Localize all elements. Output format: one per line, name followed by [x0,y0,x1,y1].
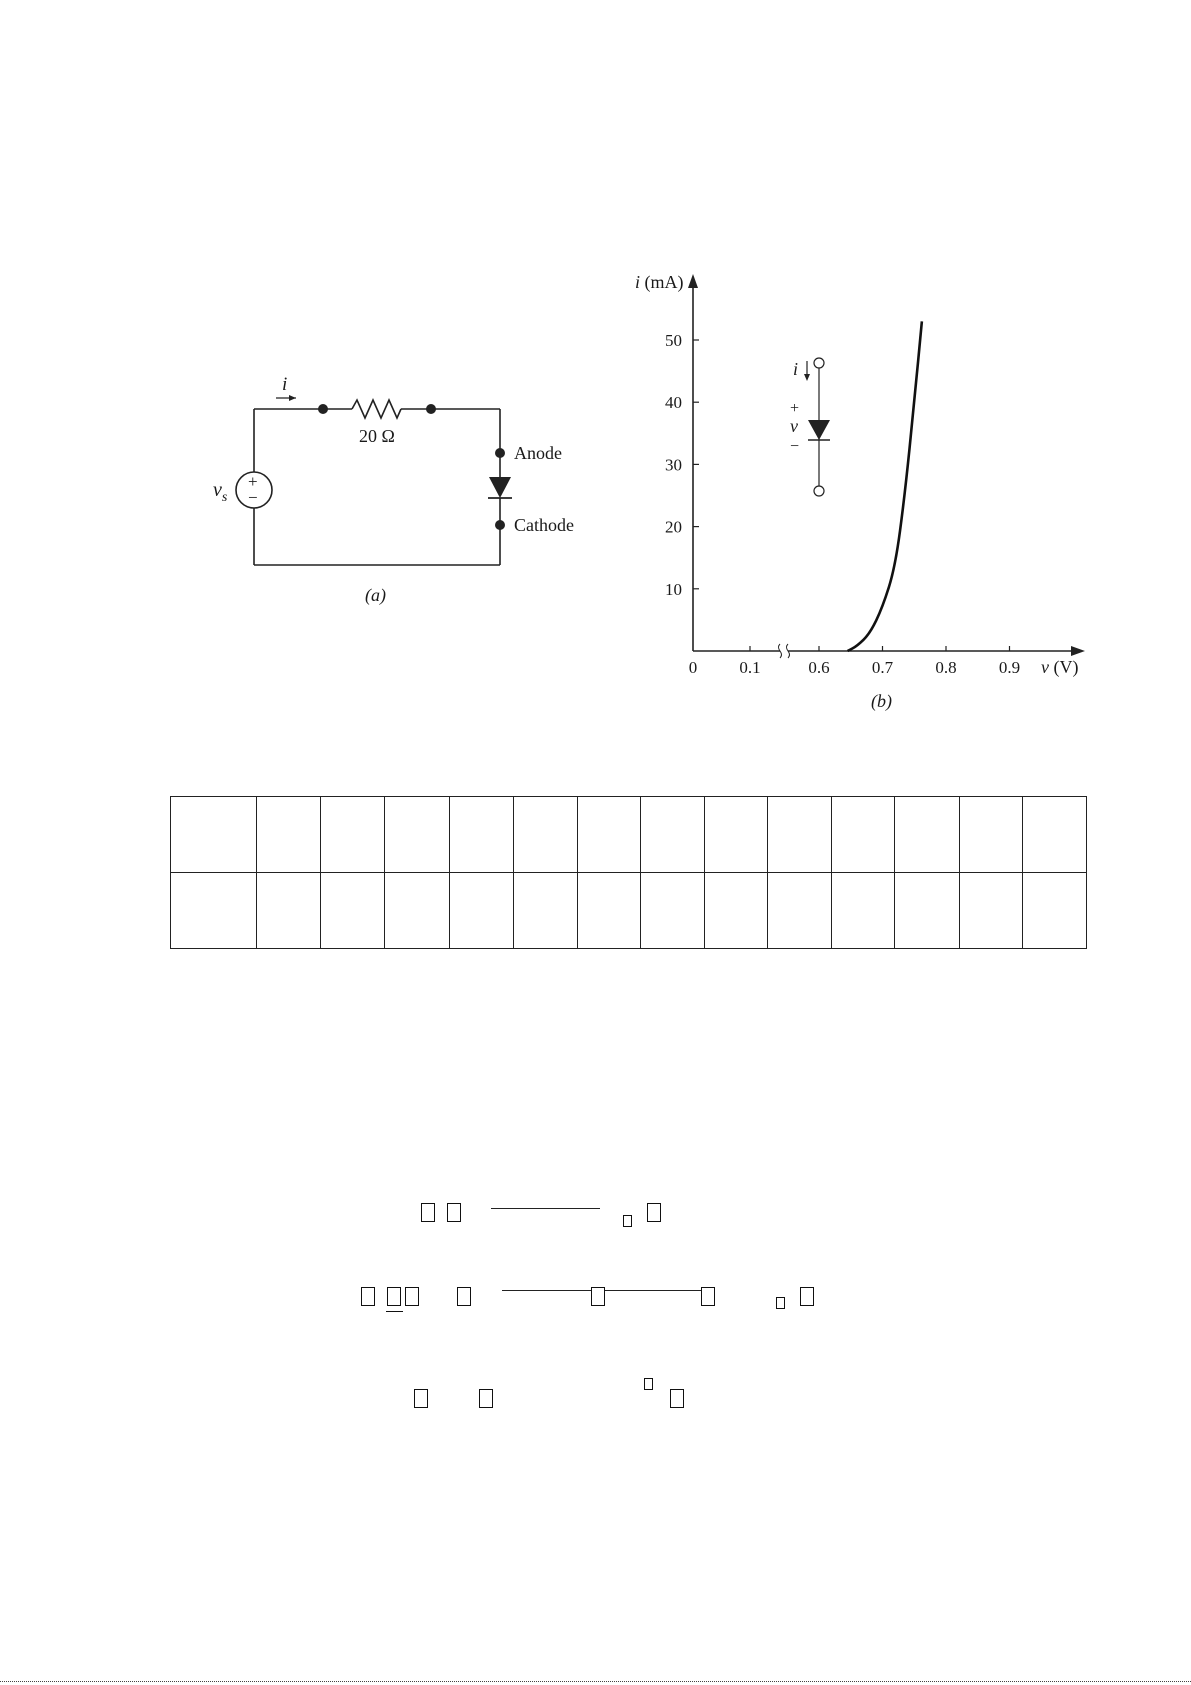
table-row [171,873,1087,949]
table-cell [257,873,321,949]
table-cell [705,873,768,949]
source-plus: + [248,472,258,491]
glyph-placeholder [457,1287,471,1306]
inset-diode [790,358,830,496]
resistor [352,400,401,418]
y-tick-label: 10 [665,579,682,599]
y-tick-label: 50 [665,331,682,350]
diode-iv-chart [620,265,1090,720]
inset-terminal [814,358,824,368]
page-bottom-rule [0,1681,1191,1682]
table-cell [171,797,257,873]
table-cell [449,797,513,873]
table-cell [1022,797,1086,873]
data-table [170,796,1087,949]
glyph-placeholder [414,1389,428,1408]
table-cell [449,873,513,949]
table-cell [640,797,704,873]
table-cell [705,797,768,873]
glyph-placeholder [361,1287,375,1306]
fraction-bar [491,1208,600,1209]
glyph-placeholder [387,1287,401,1306]
table-cell [768,797,832,873]
table-cell [385,873,449,949]
inset-current-label: i [793,359,799,379]
table-cell [321,873,385,949]
glyph-placeholder [776,1297,785,1309]
table-cell [321,797,385,873]
table-cell [577,873,640,949]
figure-caption-b: (b) [871,691,892,711]
y-tick-label: 40 [665,393,682,413]
x-tick-label: 0.1 [739,658,761,677]
source-label: $v_s$ [213,479,228,505]
resistor-label: 20 Ω [359,426,395,446]
inset-minus: − [790,438,800,455]
glyph-placeholder [405,1287,419,1306]
diode-symbol [489,477,511,498]
table-cell [1022,873,1086,949]
x-tick-label: 0 [688,658,698,677]
glyph-placeholder [644,1378,653,1390]
table-cell [895,797,959,873]
x-tick-label: 0.8 [935,658,957,677]
table-cell [385,797,449,873]
axis-break [779,644,790,658]
glyph-placeholder [800,1287,814,1306]
glyph-placeholder [421,1203,435,1222]
y-tick-label: 30 [665,455,682,475]
circuit-diagram [200,360,600,620]
table-cell [959,873,1022,949]
figure-caption-a: (a) [365,585,386,605]
table-cell [640,873,704,949]
cathode-dot [495,520,505,530]
x-axis-arrow [1071,646,1085,656]
glyph-placeholder [447,1203,461,1222]
node-dot [318,404,328,414]
inset-terminal [814,486,824,496]
source-minus: − [248,488,258,507]
current-label: i [282,374,288,395]
table-cell [257,797,321,873]
x-axis-label: v (V) [1041,657,1079,677]
table-row [171,797,1087,873]
table-cell [832,797,895,873]
y-axis-arrow [688,274,698,288]
x-tick-label: 0.7 [871,658,894,677]
y-tick-label: 20 [665,517,682,537]
table-cell [577,797,640,873]
glyph-placeholder [701,1287,715,1306]
node-dot [426,404,436,414]
table-cell [513,797,577,873]
glyph-placeholder [591,1287,605,1306]
underline [386,1311,403,1312]
x-tick-label: 0.6 [808,658,830,677]
cathode-label: Cathode [514,515,574,535]
x-tick-label: 0.9 [998,658,1021,677]
iv-curve [848,321,922,651]
anode-dot [495,448,505,458]
glyph-placeholder [623,1215,632,1227]
table-cell [171,873,257,949]
inset-plus: + [790,400,800,417]
inset-diode-symbol [808,420,830,440]
glyph-placeholder [647,1203,661,1222]
glyph-placeholder [479,1389,493,1408]
inset-voltage-label: v [790,416,798,436]
table-cell [513,873,577,949]
anode-label: Anode [514,443,562,463]
table-cell [768,873,832,949]
table-cell [895,873,959,949]
glyph-placeholder [670,1389,684,1408]
y-axis-label: i (mA) [635,272,684,292]
table-cell [832,873,895,949]
table-cell [959,797,1022,873]
